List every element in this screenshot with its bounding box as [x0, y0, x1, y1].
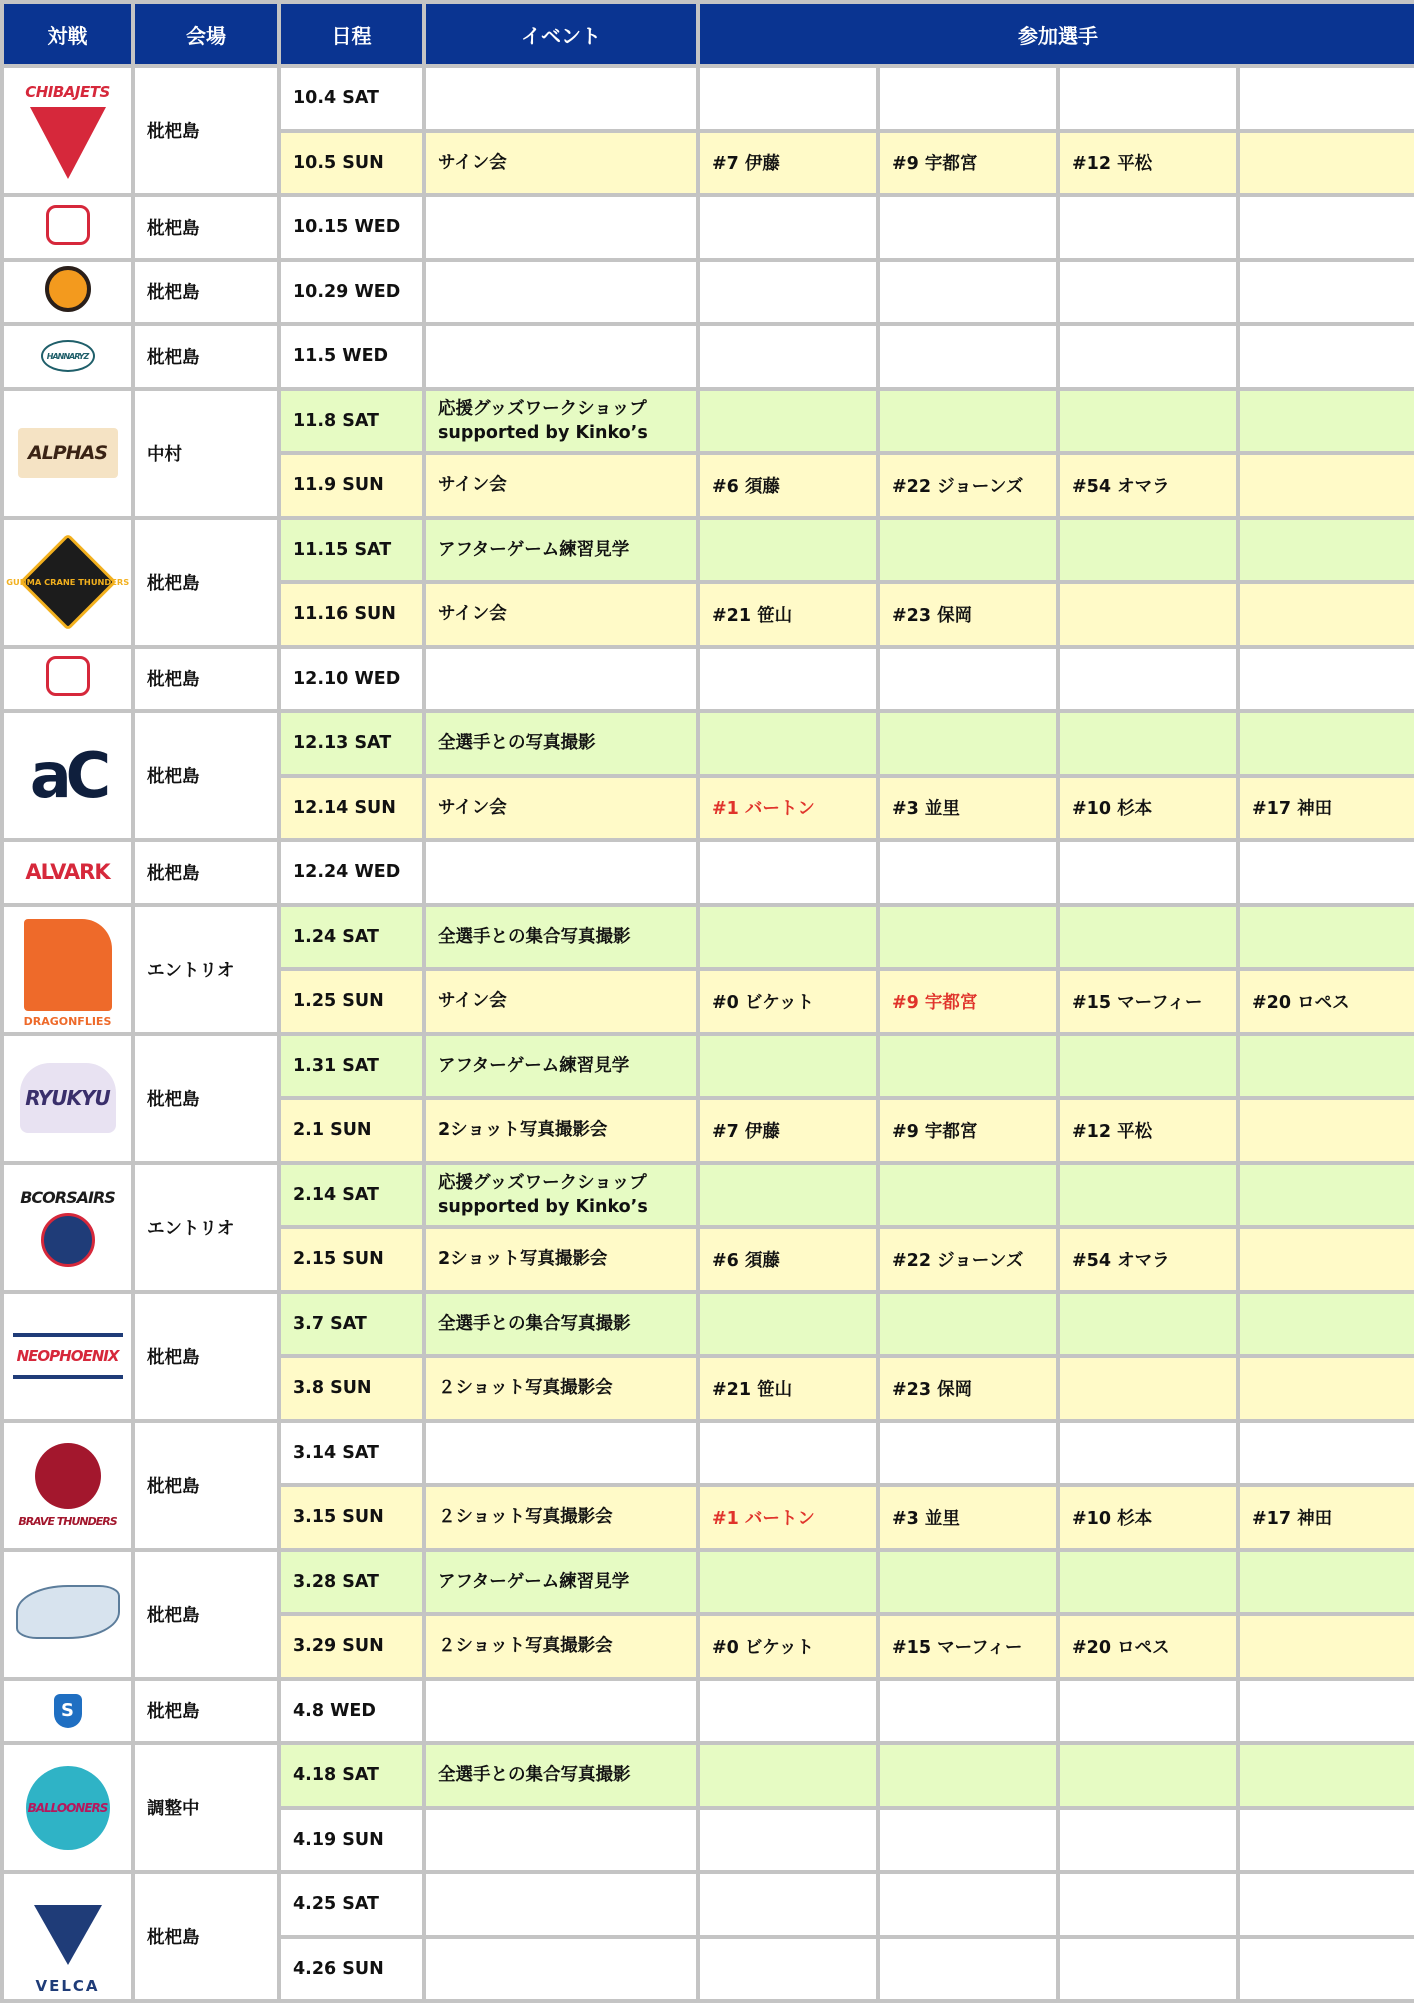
player-cell: #9 宇都宮 [880, 971, 1056, 1032]
venue-cell: 枇杷島 [135, 1874, 277, 1999]
player-cell [1240, 584, 1414, 645]
player-cell [700, 1165, 876, 1226]
team-logo [45, 266, 91, 312]
matchup-cell [4, 326, 131, 387]
event-cell: 全選手との集合写真撮影 [426, 1294, 696, 1355]
team-logo-text: BALLOONERS [27, 1800, 108, 1815]
player-cell [1060, 1681, 1236, 1742]
player-cell [1240, 1423, 1414, 1484]
player-cell: #0 ビケット [700, 1616, 876, 1677]
player-cell: #22 ジョーンズ [880, 1229, 1056, 1290]
player-cell [1240, 1681, 1414, 1742]
player-cell [880, 907, 1056, 968]
player-cell [1240, 649, 1414, 710]
player-cell [880, 1874, 1056, 1935]
player-cell [700, 907, 876, 968]
player-cell: #1 バートン [700, 778, 876, 839]
player-cell [700, 713, 876, 774]
player-cell: #6 須藤 [700, 1229, 876, 1290]
team-logo [16, 1585, 120, 1639]
team-logo-text: CHIBAJETS [25, 82, 110, 101]
player-cell [1060, 907, 1236, 968]
venue-cell: 枇杷島 [135, 1294, 277, 1419]
team-logo-text: NEOPHOENIX [16, 1347, 119, 1365]
player-cell: #21 笹山 [700, 1358, 876, 1419]
player-cell [1060, 262, 1236, 323]
date-cell: 12.14 SUN [281, 778, 422, 839]
player-cell: #20 ロペス [1060, 1616, 1236, 1677]
event-cell: アフターゲーム練習見学 [426, 1036, 696, 1097]
player-cell [700, 1745, 876, 1806]
player-cell [1060, 520, 1236, 581]
player-cell [880, 713, 1056, 774]
matchup-cell [4, 391, 131, 516]
date-cell: 3.8 SUN [281, 1358, 422, 1419]
player-cell [1060, 1358, 1236, 1419]
date-cell: 4.19 SUN [281, 1810, 422, 1871]
event-cell: ２ショット写真撮影会 [426, 1487, 696, 1548]
schedule-row [4, 68, 1414, 129]
matchup-cell [4, 1165, 131, 1290]
date-cell: 11.5 WED [281, 326, 422, 387]
event-cell: 2ショット写真撮影会 [426, 1229, 696, 1290]
event-cell: 全選手との写真撮影 [426, 713, 696, 774]
player-cell: #17 神田 [1240, 778, 1414, 839]
player-cell [880, 1745, 1056, 1806]
venue-cell: エントリオ [135, 907, 277, 1032]
date-cell: 11.8 SAT [281, 391, 422, 452]
player-cell: #23 保岡 [880, 1358, 1056, 1419]
date-cell: 11.16 SUN [281, 584, 422, 645]
player-cell: #22 ジョーンズ [880, 455, 1056, 516]
player-cell: #12 平松 [1060, 133, 1236, 194]
event-cell [426, 842, 696, 903]
schedule-row [4, 326, 1414, 387]
event-cell [426, 326, 696, 387]
event-cell [426, 68, 696, 129]
team-logo-text: VELCA [35, 1976, 100, 1995]
date-cell: 10.15 WED [281, 197, 422, 258]
date-cell: 11.15 SAT [281, 520, 422, 581]
matchup-cell [4, 1552, 131, 1677]
date-cell: 2.1 SUN [281, 1100, 422, 1161]
player-cell [1060, 197, 1236, 258]
venue-cell: 枇杷島 [135, 197, 277, 258]
team-logo [23, 731, 113, 821]
date-cell: 3.14 SAT [281, 1423, 422, 1484]
player-cell [700, 1874, 876, 1935]
player-cell [1240, 1294, 1414, 1355]
player-cell [700, 1036, 876, 1097]
player-cell: #21 笹山 [700, 584, 876, 645]
player-cell [1240, 1165, 1414, 1226]
date-cell: 3.15 SUN [281, 1487, 422, 1548]
team-logo [23, 852, 113, 892]
matchup-cell [4, 197, 131, 258]
player-cell [1060, 1939, 1236, 2000]
player-cell [1240, 713, 1414, 774]
event-cell: ２ショット写真撮影会 [426, 1358, 696, 1419]
player-cell [700, 1294, 876, 1355]
player-cell [700, 842, 876, 903]
venue-cell: 枇杷島 [135, 1552, 277, 1677]
player-cell: #15 マーフィー [1060, 971, 1236, 1032]
event-cell: サイン会 [426, 778, 696, 839]
event-cell: ２ショット写真撮影会 [426, 1616, 696, 1677]
schedule-row [4, 520, 1414, 581]
player-cell [1060, 1423, 1236, 1484]
team-logo-text: ALVARK [25, 860, 110, 885]
date-cell: 3.7 SAT [281, 1294, 422, 1355]
date-cell: 4.18 SAT [281, 1745, 422, 1806]
player-cell [1240, 1358, 1414, 1419]
ballooners-emblem [26, 1766, 110, 1850]
header-players: 参加選手 [700, 4, 1414, 64]
player-cell [1060, 1745, 1236, 1806]
team-logo-text: DRAGONFLIES [23, 1015, 112, 1028]
player-cell: #10 杉本 [1060, 778, 1236, 839]
date-cell: 1.25 SUN [281, 971, 422, 1032]
velca-emblem [34, 1905, 102, 1965]
date-cell: 2.14 SAT [281, 1165, 422, 1226]
player-cell [1060, 584, 1236, 645]
player-cell: #54 オマラ [1060, 1229, 1236, 1290]
matchup-cell [4, 520, 131, 645]
team-logo [20, 1177, 116, 1277]
player-cell [880, 391, 1056, 452]
team-logo [20, 1063, 116, 1133]
event-cell: 全選手との集合写真撮影 [426, 907, 696, 968]
team-logo-text: RYUKYU [25, 1086, 110, 1110]
team-logo [18, 1753, 118, 1863]
player-cell: #10 杉本 [1060, 1487, 1236, 1548]
player-cell [1060, 713, 1236, 774]
venue-cell: 調整中 [135, 1745, 277, 1870]
player-cell [1240, 1036, 1414, 1097]
schedule-row [4, 1294, 1414, 1355]
player-cell: #15 マーフィー [880, 1616, 1056, 1677]
matchup-cell [4, 68, 131, 193]
venue-cell: 枇杷島 [135, 842, 277, 903]
player-cell [700, 68, 876, 129]
venue-cell: 枇杷島 [135, 520, 277, 645]
header-venue: 会場 [135, 4, 277, 64]
team-logo-text: GUNMA CRANE THUNDERS [6, 577, 129, 587]
event-cell: サイン会 [426, 133, 696, 194]
schedule-row [4, 1552, 1414, 1613]
event-cell: サイン会 [426, 455, 696, 516]
schedule-row [4, 713, 1414, 774]
player-cell [1240, 262, 1414, 323]
team-logo [18, 428, 118, 478]
header-schedule: 日程 [281, 4, 422, 64]
player-cell [880, 1552, 1056, 1613]
matchup-cell [4, 1681, 131, 1742]
player-cell [1240, 1939, 1414, 2000]
venue-cell: 枇杷島 [135, 68, 277, 193]
team-logo [46, 205, 90, 245]
date-cell: 12.10 WED [281, 649, 422, 710]
venue-cell: 枇杷島 [135, 649, 277, 710]
player-cell: #3 並里 [880, 778, 1056, 839]
matchup-cell [4, 1036, 131, 1161]
schedule-row [4, 649, 1414, 710]
venue-cell: 枇杷島 [135, 262, 277, 323]
player-cell [1240, 197, 1414, 258]
date-cell: 1.24 SAT [281, 907, 422, 968]
player-cell [1240, 1100, 1414, 1161]
player-cell [880, 1810, 1056, 1871]
event-cell: 応援グッズワークショップ supported by Kinko’s [426, 1165, 696, 1226]
player-cell [700, 391, 876, 452]
player-cell [1060, 842, 1236, 903]
team-logo [20, 73, 116, 189]
player-cell [880, 520, 1056, 581]
player-cell [1060, 1874, 1236, 1935]
player-cell [880, 68, 1056, 129]
team-logo-text: S [61, 1700, 74, 1722]
date-cell: 10.29 WED [281, 262, 422, 323]
date-cell: 4.26 SUN [281, 1939, 422, 2000]
player-cell [1240, 1874, 1414, 1935]
player-cell [880, 1294, 1056, 1355]
venue-cell: エントリオ [135, 1165, 277, 1290]
player-cell [1060, 1810, 1236, 1871]
date-cell: 3.28 SAT [281, 1552, 422, 1613]
event-cell: 2ショット写真撮影会 [426, 1100, 696, 1161]
player-cell: #7 伊藤 [700, 133, 876, 194]
event-cell [426, 1810, 696, 1871]
matchup-cell [4, 842, 131, 903]
schedule-row [4, 1874, 1414, 1935]
event-cell [426, 262, 696, 323]
player-cell: #1 バートン [700, 1487, 876, 1548]
date-cell: 10.5 SUN [281, 133, 422, 194]
player-cell [880, 197, 1056, 258]
player-cell [880, 326, 1056, 387]
date-cell: 2.15 SUN [281, 1229, 422, 1290]
player-cell: #3 並里 [880, 1487, 1056, 1548]
event-cell: サイン会 [426, 971, 696, 1032]
event-cell: 応援グッズワークショップ supported by Kinko’s [426, 391, 696, 452]
player-cell [1240, 1616, 1414, 1677]
team-logo [6, 533, 129, 631]
player-cell [880, 1681, 1056, 1742]
player-cell [1060, 1036, 1236, 1097]
schedule-row [4, 907, 1414, 968]
player-cell [1240, 1745, 1414, 1806]
event-cell: サイン会 [426, 584, 696, 645]
player-cell: #23 保岡 [880, 584, 1056, 645]
player-cell [1240, 1810, 1414, 1871]
player-cell [700, 197, 876, 258]
player-cell [880, 1939, 1056, 2000]
corsairs-emblem [41, 1213, 95, 1267]
player-cell [880, 842, 1056, 903]
player-cell [1060, 1165, 1236, 1226]
event-cell [426, 1423, 696, 1484]
player-cell [1060, 391, 1236, 452]
player-cell [1240, 455, 1414, 516]
date-cell: 12.13 SAT [281, 713, 422, 774]
date-cell: 1.31 SAT [281, 1036, 422, 1097]
player-cell [700, 1810, 876, 1871]
schedule-row [4, 391, 1414, 452]
event-cell: アフターゲーム練習見学 [426, 520, 696, 581]
player-cell [700, 326, 876, 387]
player-cell [880, 649, 1056, 710]
schedule-row [4, 1036, 1414, 1097]
player-cell [880, 1036, 1056, 1097]
matchup-cell [4, 907, 131, 1032]
date-cell: 4.8 WED [281, 1681, 422, 1742]
schedule-row [4, 262, 1414, 323]
player-cell [880, 1165, 1056, 1226]
schedule-row [4, 1745, 1414, 1806]
event-cell [426, 1874, 696, 1935]
schedule-row [4, 1681, 1414, 1742]
player-cell [1060, 1552, 1236, 1613]
event-cell [426, 1939, 696, 2000]
team-logo [18, 910, 118, 1028]
chiba-triangle-emblem [30, 107, 106, 179]
event-cell: アフターゲーム練習見学 [426, 1552, 696, 1613]
venue-cell: 枇杷島 [135, 1681, 277, 1742]
player-cell [1240, 842, 1414, 903]
player-cell [1240, 907, 1414, 968]
header-row [4, 4, 1414, 64]
player-cell [1240, 520, 1414, 581]
schedule-row [4, 842, 1414, 903]
player-cell [1240, 391, 1414, 452]
kawasaki-emblem [35, 1443, 101, 1509]
schedule-row [4, 1165, 1414, 1226]
venue-cell: 枇杷島 [135, 713, 277, 838]
schedule-row [4, 197, 1414, 258]
team-logo-text: HANNARYZ [46, 351, 89, 361]
player-cell [1060, 326, 1236, 387]
player-cell [1240, 1229, 1414, 1290]
player-cell [700, 649, 876, 710]
player-cell [880, 1423, 1056, 1484]
event-cell [426, 1681, 696, 1742]
matchup-cell [4, 1745, 131, 1870]
team-logo-text: BRAVE THUNDERS [18, 1514, 117, 1528]
player-cell: #7 伊藤 [700, 1100, 876, 1161]
matchup-cell [4, 1423, 131, 1548]
venue-cell: 枇杷島 [135, 326, 277, 387]
team-logo [54, 1694, 82, 1728]
matchup-cell [4, 1874, 131, 1999]
team-logo [18, 1879, 118, 1995]
date-cell: 10.4 SAT [281, 68, 422, 129]
matchup-cell [4, 713, 131, 838]
player-cell: #54 オマラ [1060, 455, 1236, 516]
player-cell [700, 262, 876, 323]
date-cell: 3.29 SUN [281, 1616, 422, 1677]
player-cell [700, 1681, 876, 1742]
date-cell: 4.25 SAT [281, 1874, 422, 1935]
player-cell: #6 須藤 [700, 455, 876, 516]
team-logo [13, 1333, 123, 1379]
player-cell: #0 ビケット [700, 971, 876, 1032]
player-cell: #9 宇都宮 [880, 133, 1056, 194]
matchup-cell [4, 262, 131, 323]
player-cell: #20 ロペス [1240, 971, 1414, 1032]
schedule-row [4, 1423, 1414, 1484]
player-cell [1240, 1552, 1414, 1613]
team-logo-text: aC [29, 739, 106, 812]
team-logo [13, 1435, 123, 1535]
player-cell [700, 1552, 876, 1613]
player-cell [1240, 133, 1414, 194]
player-cell [700, 1939, 876, 2000]
venue-cell: 中村 [135, 391, 277, 516]
matchup-cell [4, 1294, 131, 1419]
team-logo-text: ALPHAS [27, 442, 108, 464]
player-cell [880, 262, 1056, 323]
player-cell [700, 520, 876, 581]
team-logo-text: BCORSAIRS [20, 1187, 115, 1207]
matchup-cell [4, 649, 131, 710]
header-matchup: 対戦 [4, 4, 131, 64]
player-cell: #9 宇都宮 [880, 1100, 1056, 1161]
team-logo [46, 656, 90, 696]
player-cell [1060, 68, 1236, 129]
schedule-body [4, 68, 1414, 1999]
player-cell [1060, 649, 1236, 710]
player-cell: #17 神田 [1240, 1487, 1414, 1548]
date-cell: 11.9 SUN [281, 455, 422, 516]
team-logo [41, 340, 95, 372]
player-cell [1240, 326, 1414, 387]
player-cell [700, 1423, 876, 1484]
venue-cell: 枇杷島 [135, 1423, 277, 1548]
player-cell [1060, 1294, 1236, 1355]
player-cell: #12 平松 [1060, 1100, 1236, 1161]
header-event: イベント [426, 4, 696, 64]
venue-cell: 枇杷島 [135, 1036, 277, 1161]
event-cell [426, 649, 696, 710]
event-cell: 全選手との集合写真撮影 [426, 1745, 696, 1806]
event-cell [426, 197, 696, 258]
date-cell: 12.24 WED [281, 842, 422, 903]
dragonflies-emblem [24, 919, 112, 1011]
player-cell [1240, 68, 1414, 129]
